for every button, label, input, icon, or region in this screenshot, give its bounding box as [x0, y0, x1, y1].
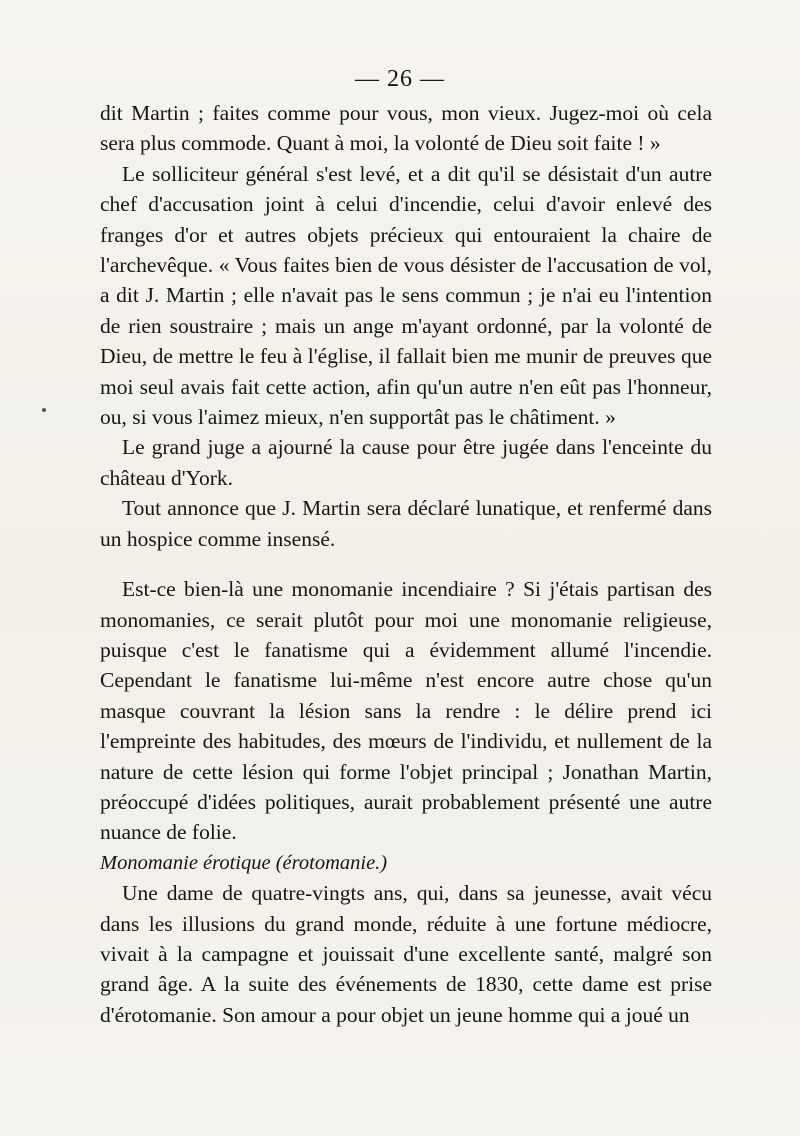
paragraph-1: dit Martin ; faites comme pour vous, mon vieux. Jugez-moi où cela sera plus commode. Quant à moi, la volonté de Dieu soit faite ! »: [100, 101, 712, 156]
paragraph-5: Est-ce bien-là une monomanie incendiaire ? Si j'étais partisan des monomanies, ce serait plutôt pour moi une monomanie religieuse, puisque c'est le fanatisme qui a évidemment allumé l'incendie. Cependant le fanatisme lui-même n'est encore autre chose qu'un masque couvrant la lésion sans la rendre : le délire prend ici l'empreinte des habitudes, des mœurs de l'individu, et nullement de la nature de cette lésion qui forme l'objet principal ; Jonathan Martin, préoccupé d'idées politiques, aurait probablement présenté une autre nuance de folie.: [100, 577, 712, 845]
page-number: — 26 —: [355, 66, 445, 92]
spacer: [100, 554, 712, 574]
margin-mark: [42, 408, 46, 412]
paragraph-2: Le solliciteur général s'est levé, et a dit qu'il se désistait d'un autre chef d'accusation joint à celui d'incendie, celui d'avoir enlevé des franges d'or et autres objets précieux qui entouraient la chaire de l'archevêque. « Vous faites bien de vous désister de l'accusation de vol, a dit J. Martin ; elle n'avait pas le sens commun ; je n'ai eu l'intention de rien soustraire ; mais un ange m'ayant ordonné, par la volonté de Dieu, de mettre le feu à l'église, il fallait bien me munir de preuves que moi seul avais fait cette action, afin qu'un autre n'en eût pas l'honneur, ou, si vous l'aimez mieux, n'en supportât pas le châtiment. »: [100, 161, 712, 430]
section-heading: Monomanie érotique (érotomanie.): [100, 851, 388, 874]
paragraph-4: Tout annonce que J. Martin sera déclaré lunatique, et renfermé dans un hospice comme insensé.: [100, 496, 712, 551]
paragraph-6: Une dame de quatre-vingts ans, qui, dans sa jeunesse, avait vécu dans les illusions du grand monde, réduite à une fortune médiocre, vivait à la campagne et jouissait d'une excellente santé, malgré son grand âge. A la suite des événements de 1830, cette dame est prise d'érotomanie. Son amour a pour objet un jeune homme qui a joué un: [100, 881, 712, 1027]
body-text: [100, 98, 712, 1030]
paragraph-3: Le grand juge a ajourné la cause pour être jugée dans l'enceinte du château d'York.: [100, 435, 712, 490]
